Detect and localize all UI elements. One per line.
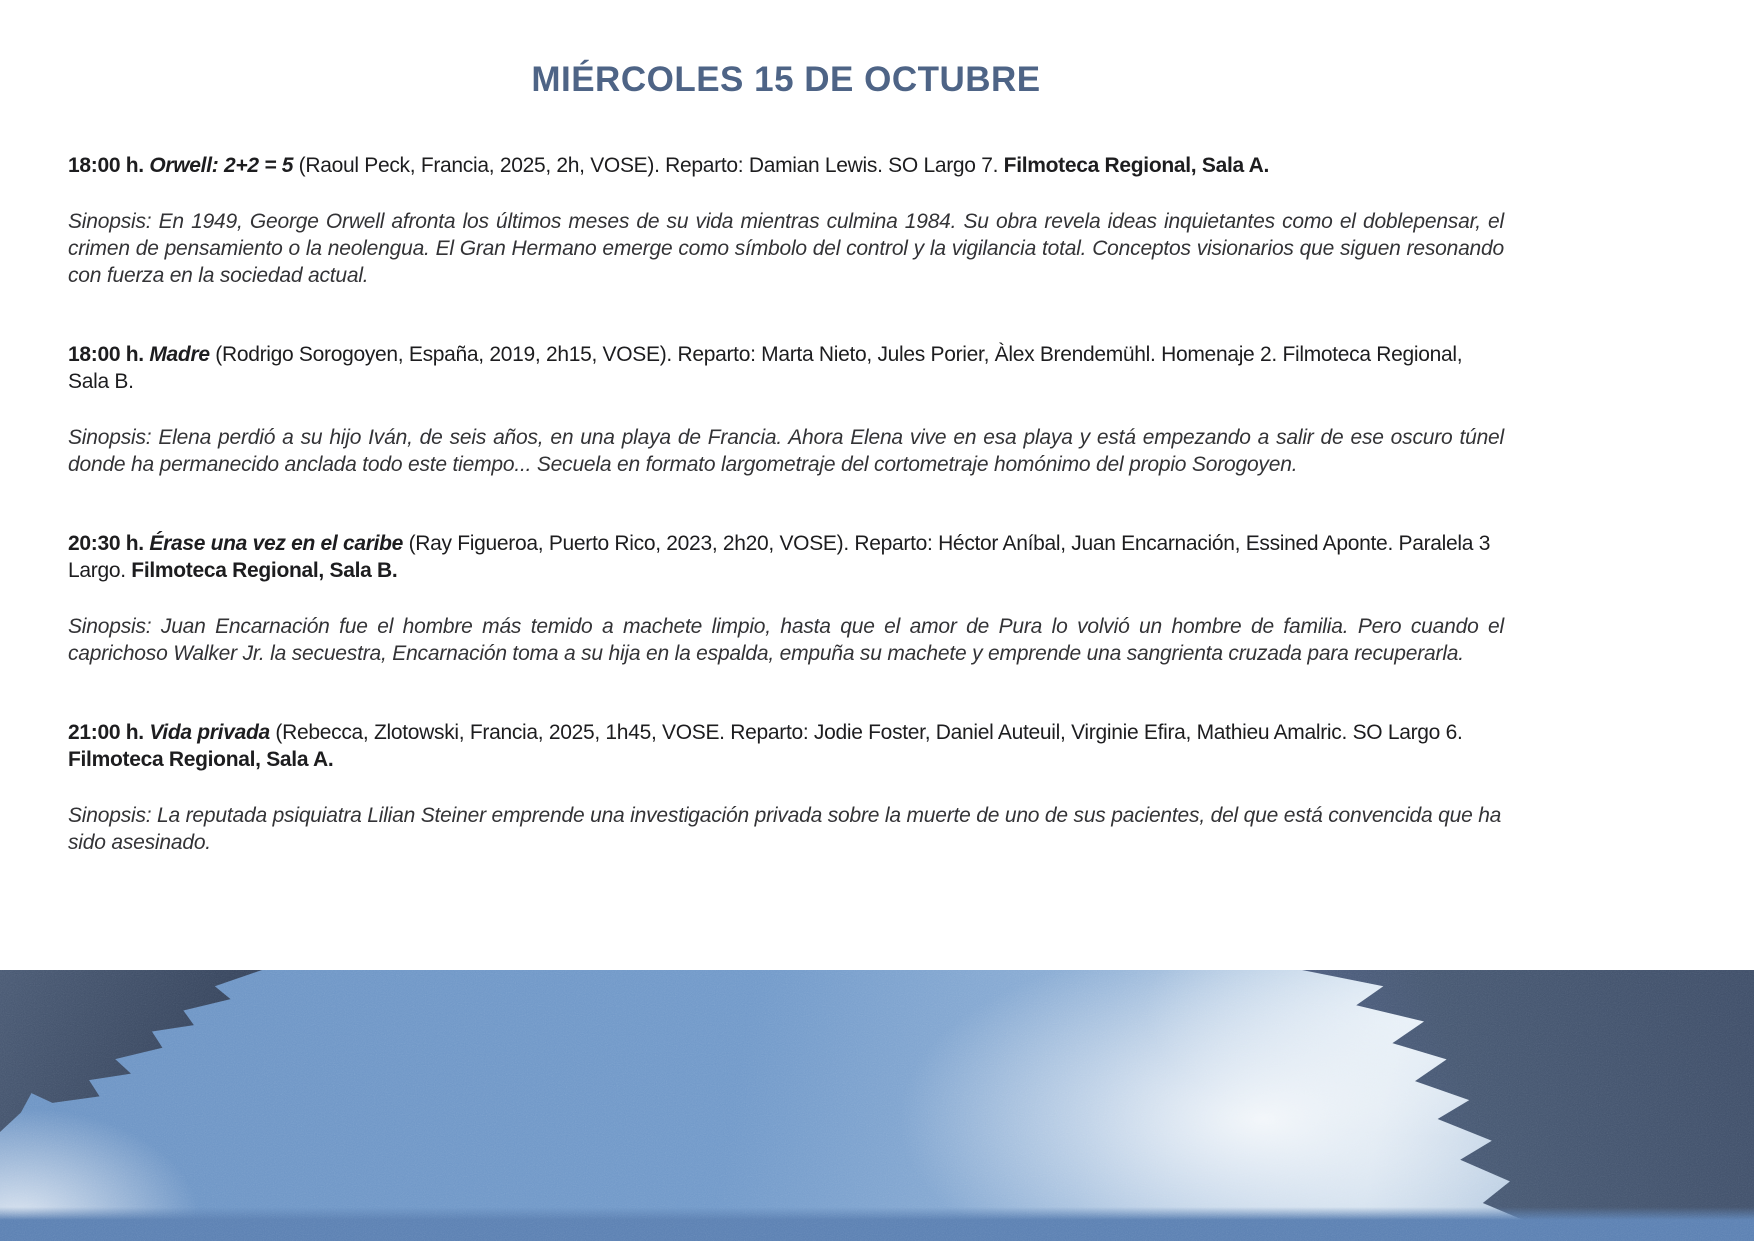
film-title: Madre: [149, 343, 210, 366]
film-listing-orwell: [68, 152, 1504, 179]
film-venue: Filmoteca Regional, Sala A.: [68, 748, 334, 771]
film-synopsis-vida-privada: Sinopsis: La reputada psiquiatra Lilian Steiner emprende una investigación privada sobre la muerte de uno de sus pacientes, del que está convencida que ha sido asesinado.: [68, 804, 1502, 854]
film-time: 21:00 h.: [68, 721, 144, 744]
film-details: (Ray Figueroa, Puerto Rico, 2023, 2h20, VOSE). Reparto: Héctor Aníbal, Juan Encarnación, Essined Aponte. Paralela 3 Largo.: [68, 532, 1491, 582]
film-venue: Filmoteca Regional, Sala B.: [68, 343, 1463, 393]
film-details: (Rodrigo Sorogoyen, España, 2019, 2h15, VOSE). Reparto: Marta Nieto, Jules Porier, Àlex Brendemühl. Homenaje 2.: [215, 343, 1277, 366]
film-title: Vida privada: [149, 721, 270, 744]
bottom-blue-band: [0, 1207, 1754, 1241]
film-synopsis-madre: Sinopsis: Elena perdió a su hijo Iván, de seis años, en una playa de Francia. Ahora Elena vive en esa playa y está empezando a salir de ese oscuro túnel donde ha permanecido anclada todo este tiempo... Secuela en formato largometraje del cortometraje homónimo del propio Sorogoyen.: [68, 426, 1504, 476]
film-listing-madre: [68, 341, 1504, 395]
film-title: Orwell: 2+2 = 5: [149, 154, 294, 177]
film-details: (Rebecca, Zlotowski, Francia, 2025, 1h45, VOSE. Reparto: Jodie Foster, Daniel Auteuil, Virginie Efira, Mathieu Amalric. SO Largo 6.: [275, 721, 1463, 744]
film-venue: Filmoteca Regional, Sala B.: [131, 559, 398, 582]
film-synopsis-orwell: Sinopsis: En 1949, George Orwell afronta los últimos meses de su vida mientras culmina 1984. Su obra revela ideas inquietantes como el doblepensar, el crimen de pensamiento o la neolengua. El Gran Hermano emerge como símbolo del control y la vigilancia total. Conceptos visionarios que siguen resonando con fuerza en la sociedad actual.: [68, 210, 1504, 287]
program-content: [68, 0, 1504, 856]
film-time: 20:30 h.: [68, 532, 144, 555]
film-venue: Filmoteca Regional, Sala A.: [1003, 154, 1270, 177]
film-title: Érase una vez en el caribe: [149, 532, 404, 555]
film-synopsis-erase-una-vez: Sinopsis: Juan Encarnación fue el hombre más temido a machete limpio, hasta que el amor de Pura lo volvió un hombre de familia. Pero cuando el caprichoso Walker Jr. la secuestra, Encarnación toma a su hija en la espalda, empuña su machete y emprende una sangrienta cruzada para recuperarla.: [68, 615, 1504, 665]
film-listing-erase-una-vez: [68, 530, 1504, 584]
film-time: 18:00 h.: [68, 154, 144, 177]
watercolor-sky-image: [0, 970, 1754, 1241]
film-listing-vida-privada: [68, 719, 1504, 773]
film-time: 18:00 h.: [68, 343, 144, 366]
film-details: (Raoul Peck, Francia, 2025, 2h, VOSE). Reparto: Damian Lewis. SO Largo 7.: [298, 154, 999, 177]
page-title: MIÉRCOLES 15 DE OCTUBRE: [531, 60, 1041, 99]
